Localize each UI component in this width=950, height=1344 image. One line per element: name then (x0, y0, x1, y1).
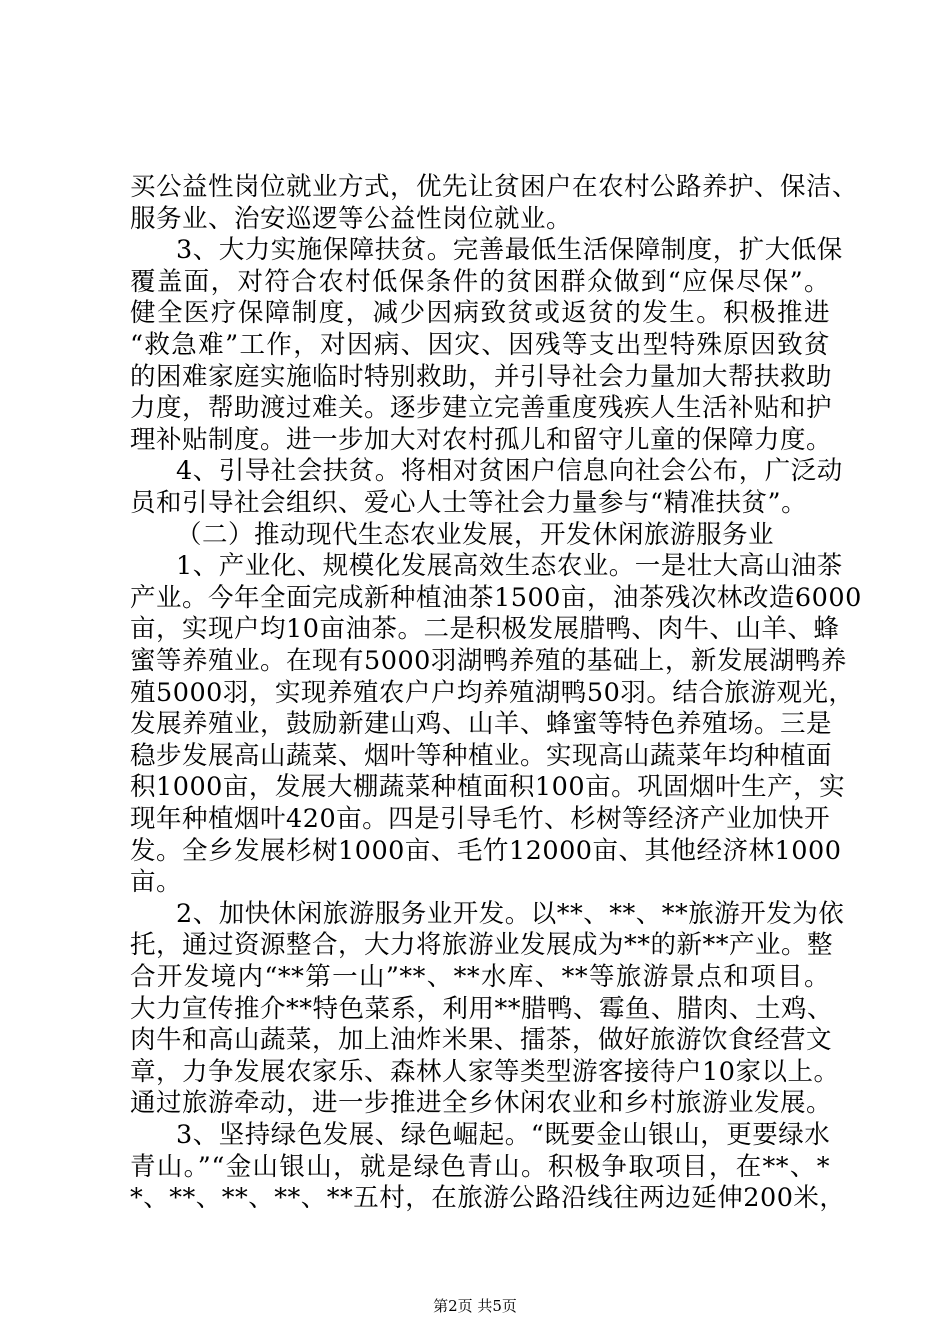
text-line: 发。全乡发展杉树1000亩、毛竹12000亩、其他经济林1000 (130, 835, 842, 866)
text-line: 员和引导社会组织、爱心人士等社会力量参与“精准扶贫”。 (130, 488, 808, 518)
text-line: 现年种植烟叶420亩。四是引导毛竹、杉树等经济产业加快开 (130, 804, 831, 834)
text-line: *、**、**、**、**五村，在旅游公路沿线往两边延伸200米， (130, 1183, 846, 1214)
text-line: 覆盖面，对符合农村低保条件的贫困群众做到“应保尽保”。 (130, 266, 830, 297)
text-line: 稳步发展高山蔬菜、烟叶等种植业。实现高山蔬菜年均种植面 (130, 740, 833, 771)
text-line: 买公益性岗位就业方式，优先让贫困户在农村公路养护、保洁、 (130, 172, 859, 202)
text-line: 3、大力实施保障扶贫。完善最低生活保障制度，扩大低保 (176, 235, 843, 266)
section-heading: （二）推动现代生态农业发展，开发休闲旅游服务业 (176, 519, 775, 550)
text-line: 4、引导社会扶贫。将相对贫困户信息向社会公布，广泛动 (176, 456, 843, 487)
text-line: 2、加快休闲旅游服务业开发。以**、**、**旅游开发为依 (176, 898, 845, 929)
text-line: 3、坚持绿色发展、绿色崛起。“既要金山银山，更要绿水 (176, 1120, 831, 1150)
text-line: 大力宣传推介**特色菜系，利用**腊鸭、霉鱼、腊肉、土鸡、 (130, 993, 834, 1024)
text-line: 力度，帮助渡过难关。逐步建立完善重度残疾人生活补贴和护 (130, 393, 833, 424)
text-line: 产业。今年全面完成新种植油茶1500亩，油茶残次林改造6000 (130, 582, 862, 613)
text-line: 积1000亩，发展大棚蔬菜种植面积100亩。巩固烟叶生产，实 (130, 772, 846, 803)
text-line: 理补贴制度。进一步加大对农村孤儿和留守儿童的保障力度。 (130, 424, 833, 455)
text-line: 青山。”“金山银山，就是绿色青山。积极争取项目，在**、* (130, 1151, 830, 1182)
text-line: 发展养殖业，鼓励新建山鸡、山羊、蜂蜜等特色养殖场。三是 (130, 709, 833, 740)
text-line: 通过旅游牵动，进一步推进全乡休闲农业和乡村旅游业发展。 (130, 1088, 833, 1119)
text-line: 蜜等养殖业。在现有5000羽湖鸭养殖的基础上，新发展湖鸭养 (130, 646, 847, 676)
text-line: 亩，实现户均10亩油茶。二是积极发展腊鸭、肉牛、山羊、蜂 (130, 614, 840, 645)
text-line: 托，通过资源整合，大力将旅游业发展成为**的新**产业。整 (130, 930, 834, 961)
page-footer (0, 1296, 950, 1316)
text-line: 肉牛和高山蔬菜，加上油炸米果、擂茶，做好旅游饮食经营文 (130, 1025, 833, 1056)
text-line: 的困难家庭实施临时特别救助，并引导社会力量加大帮扶救助 (130, 361, 833, 392)
text-line: 章，力争发展农家乐、森林人家等类型游客接待户10家以上。 (130, 1056, 840, 1087)
page-number: 第2页 共5页 (433, 1297, 517, 1315)
text-line: 殖5000羽，实现养殖农户户均养殖湖鸭50羽。结合旅游观光， (130, 677, 855, 708)
text-line: 亩。 (130, 867, 183, 898)
text-line: 1、产业化、规模化发展高效生态农业。一是壮大高山油茶 (176, 551, 843, 582)
text-line: 服务业、治安巡逻等公益性岗位就业。 (130, 203, 573, 234)
text-line: 健全医疗保障制度，减少因病致贫或返贫的发生。积极推进 (130, 298, 830, 329)
text-line: 合开发境内“**第一山”**、**水库、**等旅游景点和项目。 (130, 962, 830, 992)
text-line: “救急难”工作，对因病、因灾、因残等支出型特殊原因致贫 (130, 330, 830, 360)
